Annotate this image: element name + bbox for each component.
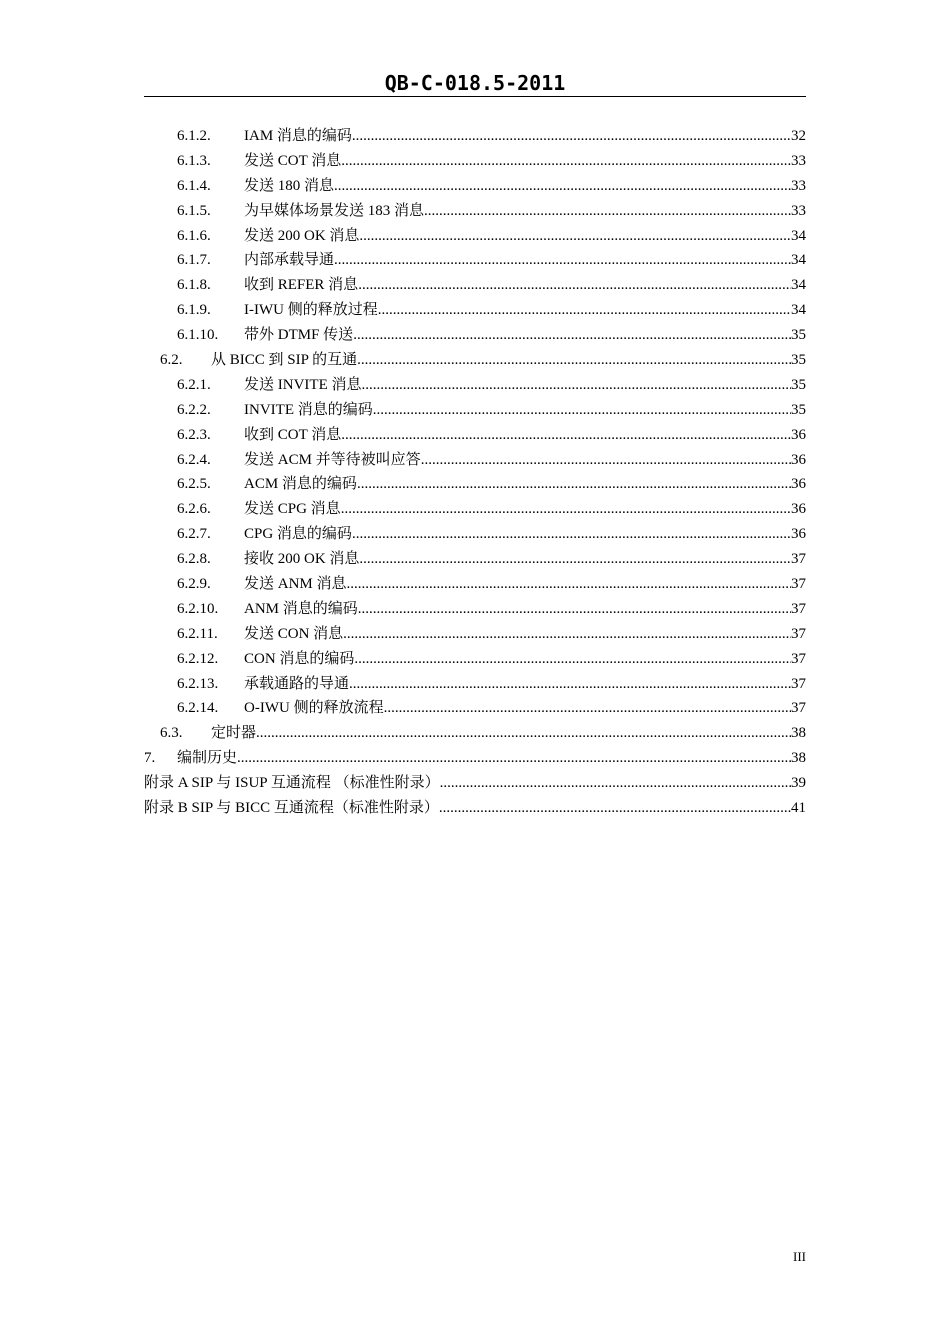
toc-entry-page: 34: [791, 302, 806, 319]
toc-entry-number: 6.1.9.: [177, 302, 211, 319]
toc-dot-leader: [378, 298, 791, 323]
toc-entry[interactable]: [144, 248, 806, 273]
toc-entry-number: 7.: [144, 750, 156, 767]
toc-dot-leader: [359, 224, 791, 249]
toc-entry-title: 发送 CPG 消息: [244, 501, 341, 518]
toc-entry-number: 6.3.: [160, 725, 183, 742]
toc-entry-page: 35: [791, 352, 806, 369]
header-divider: [144, 96, 806, 97]
document-id-header: QB-C-018.5-2011: [384, 71, 566, 95]
toc-entry-title: 从 BICC 到 SIP 的互通: [211, 352, 358, 369]
toc-entry-title: INVITE 消息的编码: [244, 401, 373, 418]
toc-entry-title: 带外 DTMF 传送: [244, 327, 354, 344]
toc-entry-number: 6.1.10.: [177, 327, 219, 344]
toc-dot-leader: [357, 348, 791, 373]
toc-entry[interactable]: [144, 373, 806, 398]
toc-entry-number: 6.2.7.: [177, 526, 211, 543]
toc-entry-page: 36: [791, 501, 806, 518]
toc-dot-leader: [341, 149, 791, 174]
toc-entry-page: 35: [791, 376, 806, 393]
toc-entry-number: 6.2.5.: [177, 476, 211, 493]
toc-entry-title: 内部承载导通: [244, 252, 335, 269]
toc-entry-number: 6.1.2.: [177, 128, 211, 144]
toc-dot-leader: [341, 423, 791, 448]
toc-entry-title: O-IWU 侧的释放流程: [244, 700, 384, 717]
toc-entry[interactable]: [144, 497, 806, 522]
toc-entry[interactable]: [144, 622, 806, 647]
toc-entry-title: ACM 消息的编码: [244, 476, 357, 493]
toc-entry-page: 41: [791, 800, 806, 817]
toc-entry-number: 6.1.3.: [177, 152, 211, 169]
toc-entry-page: 37: [791, 650, 806, 667]
toc-dot-leader: [343, 622, 791, 647]
toc-entry-page: 36: [791, 476, 806, 493]
toc-dot-leader: [358, 273, 791, 298]
toc-entry-page: 36: [791, 526, 806, 543]
toc-entry-title: I-IWU 侧的释放过程: [244, 302, 378, 319]
toc-dot-leader: [353, 323, 791, 348]
toc-entry[interactable]: [144, 672, 806, 697]
toc-entry-page: 34: [791, 227, 806, 244]
toc-entry[interactable]: [144, 423, 806, 448]
toc-entry-title: 接收 200 OK 消息: [244, 551, 360, 568]
toc-dot-leader: [349, 672, 791, 697]
toc-dot-leader: [354, 647, 791, 672]
toc-entry-title: 收到 REFER 消息: [244, 277, 359, 294]
toc-dot-leader: [352, 522, 791, 547]
toc-dot-leader: [341, 497, 791, 522]
toc-entry-page: 39: [791, 775, 806, 792]
toc-entry[interactable]: [144, 348, 806, 373]
toc-entry-page: 38: [791, 725, 806, 742]
toc-entry[interactable]: [144, 149, 806, 174]
toc-entry-page: 35: [791, 401, 806, 418]
toc-entry[interactable]: [144, 771, 806, 796]
toc-dot-leader: [361, 373, 791, 398]
toc-dot-leader: [384, 696, 791, 721]
toc-entry-number: 6.2.11.: [177, 625, 218, 642]
toc-entry[interactable]: [144, 796, 806, 821]
toc-entry-page: 32: [791, 128, 806, 144]
toc-entry-number: 6.2.1.: [177, 376, 211, 393]
toc-entry-number: 6.2.: [160, 352, 183, 369]
toc-entry-page: 37: [791, 625, 806, 642]
toc-entry-number: 6.1.4.: [177, 177, 211, 194]
toc-entry-title: CON 消息的编码: [244, 650, 355, 667]
toc-entry[interactable]: [144, 124, 806, 149]
toc-dot-leader: [352, 124, 791, 149]
toc-entry-number: 6.2.6.: [177, 501, 211, 518]
toc-entry-number: 6.2.14.: [177, 700, 219, 717]
toc-entry-number: 6.1.8.: [177, 277, 211, 294]
toc-entry-title: 收到 COT 消息: [244, 426, 342, 443]
toc-entry-title: IAM 消息的编码: [244, 128, 352, 144]
toc-entry-title: 定时器: [211, 725, 257, 742]
toc-dot-leader: [421, 448, 791, 473]
toc-entry-title: 发送 COT 消息: [244, 152, 342, 169]
toc-entry-title: 发送 ANM 消息: [244, 576, 347, 593]
toc-entry[interactable]: [144, 746, 806, 771]
toc-entry-page: 37: [791, 576, 806, 593]
toc-entry-title: CPG 消息的编码: [244, 526, 352, 543]
toc-dot-leader: [237, 746, 791, 771]
toc-entry[interactable]: [144, 398, 806, 423]
toc-entry[interactable]: [144, 696, 806, 721]
toc-entry[interactable]: [144, 721, 806, 746]
toc-entry-page: 37: [791, 675, 806, 692]
toc-entry-number: 6.2.4.: [177, 451, 211, 468]
toc-entry-page: 33: [791, 152, 806, 169]
toc-entry-title: 为早媒体场景发送 183 消息: [244, 202, 425, 219]
toc-entry-title: 发送 INVITE 消息: [244, 376, 362, 393]
toc-entry-page: 37: [791, 700, 806, 717]
toc-entry-title: 编制历史: [177, 750, 238, 767]
toc-dot-leader: [424, 199, 791, 224]
toc-entry-number: 6.2.9.: [177, 576, 211, 593]
toc-entry-number: 6.1.7.: [177, 252, 211, 269]
footer-page-number: III: [793, 1249, 806, 1264]
toc-entry[interactable]: [144, 174, 806, 199]
toc-entry-number: 6.2.10.: [177, 600, 219, 617]
toc-dot-leader: [439, 796, 791, 821]
toc-entry[interactable]: [144, 572, 806, 597]
toc-entry-title: 承载通路的导通: [244, 675, 350, 692]
toc-dot-leader: [373, 398, 791, 423]
toc-entry[interactable]: [144, 199, 806, 224]
toc-entry-title: ANM 消息的编码: [244, 600, 358, 617]
toc-entry-page: 34: [791, 252, 806, 269]
toc-entry-number: 6.2.8.: [177, 551, 211, 568]
toc-entry[interactable]: [144, 273, 806, 298]
toc-entry-title: 发送 ACM 并等待被叫应答: [244, 451, 421, 468]
toc-dot-leader: [357, 472, 791, 497]
table-of-contents: [144, 124, 806, 821]
toc-entry-number: 6.2.12.: [177, 650, 219, 667]
toc-entry-page: 34: [791, 277, 806, 294]
toc-entry-title: 发送 CON 消息: [244, 625, 344, 642]
toc-entry-page: 35: [791, 327, 806, 344]
toc-entry[interactable]: [144, 224, 806, 249]
toc-entry[interactable]: [144, 323, 806, 348]
toc-entry-number: 6.1.5.: [177, 202, 211, 219]
toc-entry-page: 36: [791, 451, 806, 468]
toc-entry-title: 发送 200 OK 消息: [244, 227, 360, 244]
toc-entry[interactable]: [144, 448, 806, 473]
toc-entry[interactable]: [144, 522, 806, 547]
toc-dot-leader: [256, 721, 791, 746]
toc-entry-title: 附录 A SIP 与 ISUP 互通流程 （标准性附录）: [144, 775, 440, 792]
toc-entry-page: 36: [791, 426, 806, 443]
toc-dot-leader: [359, 547, 791, 572]
toc-dot-leader: [334, 248, 791, 273]
toc-dot-leader: [347, 572, 791, 597]
toc-entry-number: 6.1.6.: [177, 227, 211, 244]
toc-entry-page: 37: [791, 600, 806, 617]
toc-entry-page: 33: [791, 202, 806, 219]
toc-entry-title: 附录 B SIP 与 BICC 互通流程（标准性附录）: [144, 800, 439, 817]
toc-entry[interactable]: [144, 547, 806, 572]
toc-dot-leader: [334, 174, 791, 199]
toc-entry-number: 6.2.13.: [177, 675, 219, 692]
toc-entry-title: 发送 180 消息: [244, 177, 335, 194]
toc-entry-page: 37: [791, 551, 806, 568]
toc-entry[interactable]: [144, 472, 806, 497]
toc-entry[interactable]: [144, 298, 806, 323]
toc-entry-number: 6.2.3.: [177, 426, 211, 443]
toc-dot-leader: [358, 597, 791, 622]
toc-entry[interactable]: [144, 597, 806, 622]
toc-entry[interactable]: [144, 647, 806, 672]
toc-entry-number: 6.2.2.: [177, 401, 211, 418]
toc-entry-page: 33: [791, 177, 806, 194]
toc-entry-page: 38: [791, 750, 806, 767]
toc-dot-leader: [440, 771, 791, 796]
